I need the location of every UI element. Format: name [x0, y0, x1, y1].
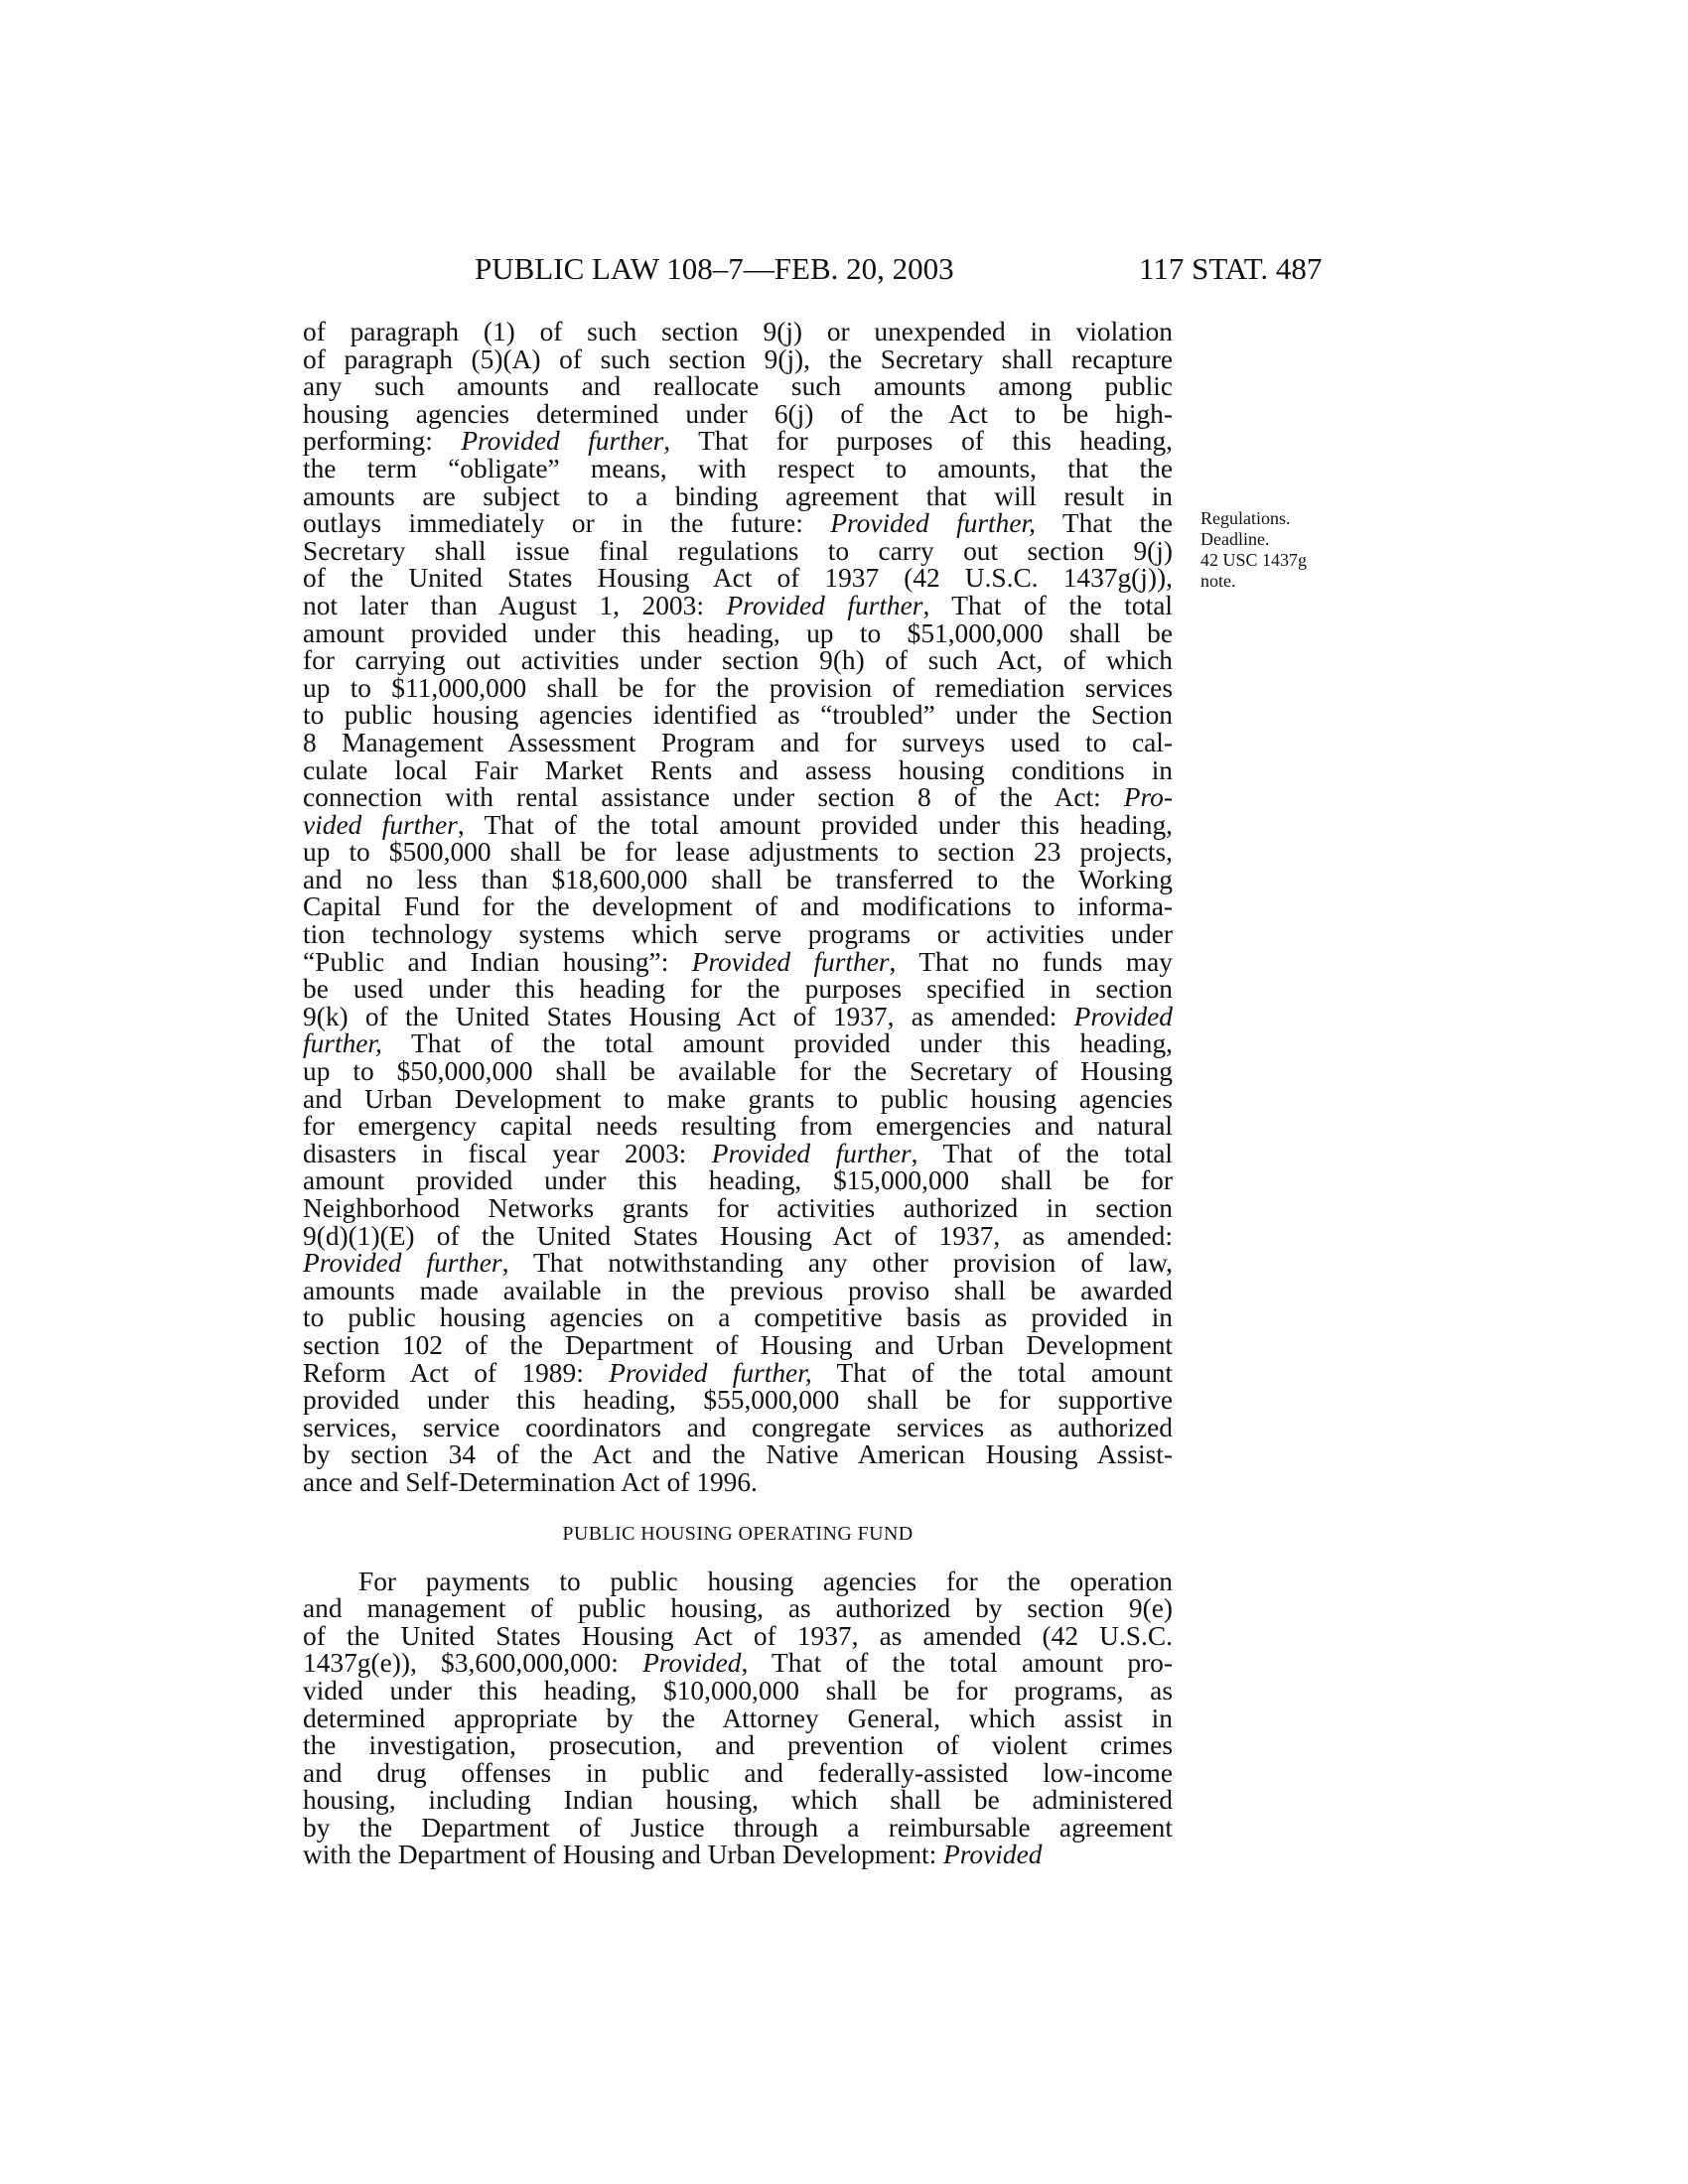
- text-run: amounts made available in the previous proviso shall be awarded: [303, 1275, 1173, 1305]
- text-run: by the Department of Justice through a reimbursable agreement: [303, 1812, 1173, 1843]
- text-run: amount provided under this heading, up to $51,000,000 shall be: [303, 617, 1173, 648]
- text-run: be used under this heading for the purposes specified in section: [303, 974, 1173, 1005]
- text-run: , That no funds may: [889, 946, 1173, 977]
- text-line: [303, 1650, 1173, 1678]
- text-run: , That of the total: [911, 1138, 1173, 1168]
- text-run: culate local Fair Market Rents and assess housing conditions in: [303, 754, 1173, 785]
- text-run: Capital Fund for the development of and modifications to informa-: [303, 891, 1173, 922]
- text-run: Secretary shall issue final regulations to carry out section 9(j): [303, 535, 1173, 566]
- italic-proviso: Provided,: [642, 1648, 749, 1679]
- text-line: [303, 1812, 1173, 1843]
- text-line: [303, 784, 1173, 812]
- text-run: performing:: [303, 426, 462, 457]
- page-header-title: PUBLIC LAW 108–7—FEB. 20, 2003: [475, 251, 954, 286]
- text-line: [303, 647, 1173, 675]
- text-line: [303, 1357, 1173, 1388]
- text-run: housing agencies determined under 6(j) of the Act to be high-: [303, 398, 1173, 429]
- text-run: up to $50,000,000 shall be available for the Secretary of Housing: [303, 1056, 1173, 1087]
- text-run: 9(k) of the United States Housing Act of 1937, as amended:: [303, 1001, 1074, 1031]
- text-run: to public housing agencies on a competitive basis as provided in: [303, 1302, 1173, 1333]
- paragraph-operating-fund: [303, 1566, 1173, 1870]
- italic-proviso: Provided further,: [609, 1357, 812, 1388]
- margin-note-line: note.: [1200, 571, 1236, 591]
- text-run: provided under this heading, $55,000,000 shall be for supportive: [303, 1385, 1173, 1416]
- text-run: of paragraph (1) of such section 9(j) or unexpended in violation: [303, 317, 1173, 346]
- text-run: and Urban Development to make grants to public housing agencies: [303, 1083, 1173, 1114]
- text-line: [303, 1113, 1173, 1141]
- text-line: [303, 1220, 1173, 1251]
- text-run: disasters in fiscal year 2003:: [303, 1138, 712, 1168]
- text-run: That of the total amount pro-: [748, 1648, 1173, 1679]
- text-run: not later than August 1, 2003:: [303, 590, 727, 620]
- text-run: 8 Management Assessment Program and for surveys used to cal-: [303, 727, 1173, 757]
- text-line: [303, 839, 1173, 867]
- text-line: [303, 480, 1173, 511]
- text-line: [303, 1757, 1173, 1788]
- text-run: , That for purposes of this heading,: [663, 426, 1173, 457]
- text-run: , That of the total amount provided under this heading,: [457, 809, 1174, 840]
- page-folio: 117 STAT. 487: [1139, 251, 1323, 286]
- margin-note-line: Regulations.: [1200, 508, 1291, 528]
- text-run: the term “obligate” means, with respect to amounts, that the: [303, 453, 1173, 483]
- text-line: [303, 1083, 1173, 1114]
- text-line: [303, 535, 1173, 566]
- text-line: [303, 1441, 1173, 1469]
- text-run: That of the total amount: [811, 1357, 1173, 1388]
- text-line: [303, 590, 1173, 620]
- text-line: [303, 1138, 1173, 1168]
- text-run: for emergency capital needs resulting from emergencies and natural: [303, 1111, 1173, 1142]
- running-head: [0, 249, 1688, 289]
- text-line: [303, 398, 1173, 429]
- text-line: [303, 428, 1173, 456]
- text-line: [303, 1275, 1173, 1305]
- text-run: ance and Self-Determination Act of 1996.: [303, 1466, 758, 1497]
- text-line: [303, 1703, 1173, 1733]
- section-heading: PUBLIC HOUSING OPERATING FUND: [562, 1522, 914, 1545]
- margin-note-line: Deadline.: [1200, 529, 1270, 549]
- text-line: [303, 1675, 1173, 1706]
- text-run: housing, including Indian housing, which shall be administered: [303, 1785, 1173, 1816]
- text-line: [303, 565, 1173, 593]
- text-run: and drug offenses in public and federally-assisted low-income: [303, 1757, 1173, 1788]
- text-line: [303, 702, 1173, 730]
- text-run: amounts are subject to a binding agreement that will result in: [303, 480, 1173, 511]
- text-run: That of the total amount provided under this heading,: [381, 1028, 1173, 1059]
- text-run: and no less than $18,600,000 shall be transferred to the Working: [303, 864, 1173, 894]
- italic-proviso: Provided further: [726, 590, 923, 620]
- text-line: [303, 1304, 1173, 1332]
- text-run: with the Department of Housing and Urban Development:: [303, 1840, 944, 1870]
- italic-proviso: Provided further: [461, 426, 664, 457]
- body-text: [303, 319, 1173, 1869]
- text-line: [303, 1195, 1173, 1223]
- text-line: [303, 893, 1173, 921]
- text-line: [303, 1566, 1173, 1596]
- text-run: 1437g(e)), $3,600,000,000:: [303, 1648, 643, 1679]
- text-run: services, service coordinators and congregate services as authorized: [303, 1412, 1173, 1442]
- text-run: Reform Act of 1989:: [303, 1357, 610, 1388]
- text-run: of the United States Housing Act of 1937, as amended (42 U.S.C.: [303, 1620, 1173, 1651]
- italic-proviso: further,: [303, 1028, 382, 1059]
- text-run: of the United States Housing Act of 1937 (42 U.S.C. 1437g(j)),: [303, 563, 1173, 594]
- text-run: Neighborhood Networks grants for activities authorized in section: [303, 1193, 1173, 1223]
- text-line: [303, 1001, 1173, 1031]
- text-run: section 102 of the Department of Housing and Urban Development: [303, 1329, 1173, 1360]
- text-run: by section 34 of the Act and the Native American Housing Assist-: [303, 1439, 1173, 1470]
- text-run: to public housing agencies identified as “troubled” under the Section: [303, 700, 1173, 731]
- text-line: [303, 946, 1173, 977]
- text-line: [303, 453, 1173, 483]
- text-run: for carrying out activities under section 9(h) of such Act, of which: [303, 645, 1173, 676]
- text-line: [303, 727, 1173, 757]
- text-run: For payments to public housing agencies for the operation: [358, 1566, 1173, 1596]
- text-line: [303, 617, 1173, 648]
- text-run: , That of the total: [922, 590, 1173, 620]
- italic-proviso: Provided further,: [830, 508, 1036, 539]
- text-line: [303, 510, 1173, 538]
- italic-proviso: Provided: [1073, 1001, 1173, 1031]
- text-line: [303, 343, 1173, 374]
- margin-note-line: 42 USC 1437g: [1200, 550, 1308, 570]
- text-line: [303, 1412, 1173, 1442]
- text-run: 9(d)(1)(E) of the United States Housing Act of 1937, as amended:: [303, 1220, 1173, 1251]
- text-line: [303, 809, 1174, 840]
- text-line: [303, 754, 1173, 785]
- text-line: [303, 1466, 1173, 1497]
- text-line: [303, 1167, 1173, 1195]
- italic-proviso: Provided: [943, 1840, 1043, 1870]
- text-line: [303, 1058, 1173, 1086]
- text-run: any such amounts and reallocate such amounts among public: [303, 371, 1173, 402]
- text-line: [303, 921, 1173, 949]
- text-line: [303, 1595, 1173, 1623]
- text-run: up to $500,000 shall be for lease adjustments to section 23 projects,: [303, 837, 1173, 868]
- text-line: [303, 672, 1173, 703]
- text-run: determined appropriate by the Attorney General, which assist in: [303, 1703, 1173, 1733]
- italic-proviso: Provided further: [691, 946, 890, 977]
- text-line: [303, 1329, 1173, 1360]
- text-line: [303, 1387, 1173, 1415]
- text-line: [303, 373, 1173, 401]
- text-run: the investigation, prosecution, and prevention of violent crimes: [303, 1730, 1173, 1761]
- text-run: That the: [1035, 508, 1173, 539]
- text-line: [303, 1030, 1173, 1058]
- text-run: up to $11,000,000 shall be for the provision of remediation services: [303, 672, 1173, 703]
- text-line: [303, 1620, 1173, 1651]
- text-line: [303, 864, 1173, 894]
- paragraph-appropriations-provisos: [303, 319, 1173, 1497]
- text-run: amount provided under this heading, $15,000,000 shall be for: [303, 1165, 1173, 1196]
- text-run: tion technology systems which serve programs or activities under: [303, 919, 1173, 950]
- text-run: connection with rental assistance under section 8 of the Act:: [303, 782, 1124, 813]
- text-line: [303, 319, 1173, 346]
- text-run: outlays immediately or in the future:: [303, 508, 831, 539]
- text-run: of paragraph (5)(A) of such section 9(j), the Secretary shall recapture: [303, 343, 1173, 374]
- text-line: [303, 1842, 1173, 1869]
- text-line: [303, 976, 1173, 1004]
- text-line: [303, 1250, 1173, 1278]
- text-run: and management of public housing, as authorized by section 9(e): [303, 1593, 1173, 1624]
- text-run: , That notwithstanding any other provision of law,: [501, 1248, 1173, 1279]
- margin-note: [1200, 508, 1310, 592]
- text-line: [303, 1787, 1173, 1815]
- text-run: “Public and Indian housing”:: [303, 946, 692, 977]
- italic-proviso: Provided further: [303, 1248, 502, 1279]
- text-run: vided under this heading, $10,000,000 shall be for programs, as: [303, 1675, 1173, 1706]
- text-line: [303, 1732, 1173, 1760]
- italic-proviso: Provided further: [711, 1138, 912, 1168]
- italic-proviso: vided further: [303, 809, 458, 840]
- italic-proviso: Pro-: [1123, 782, 1173, 813]
